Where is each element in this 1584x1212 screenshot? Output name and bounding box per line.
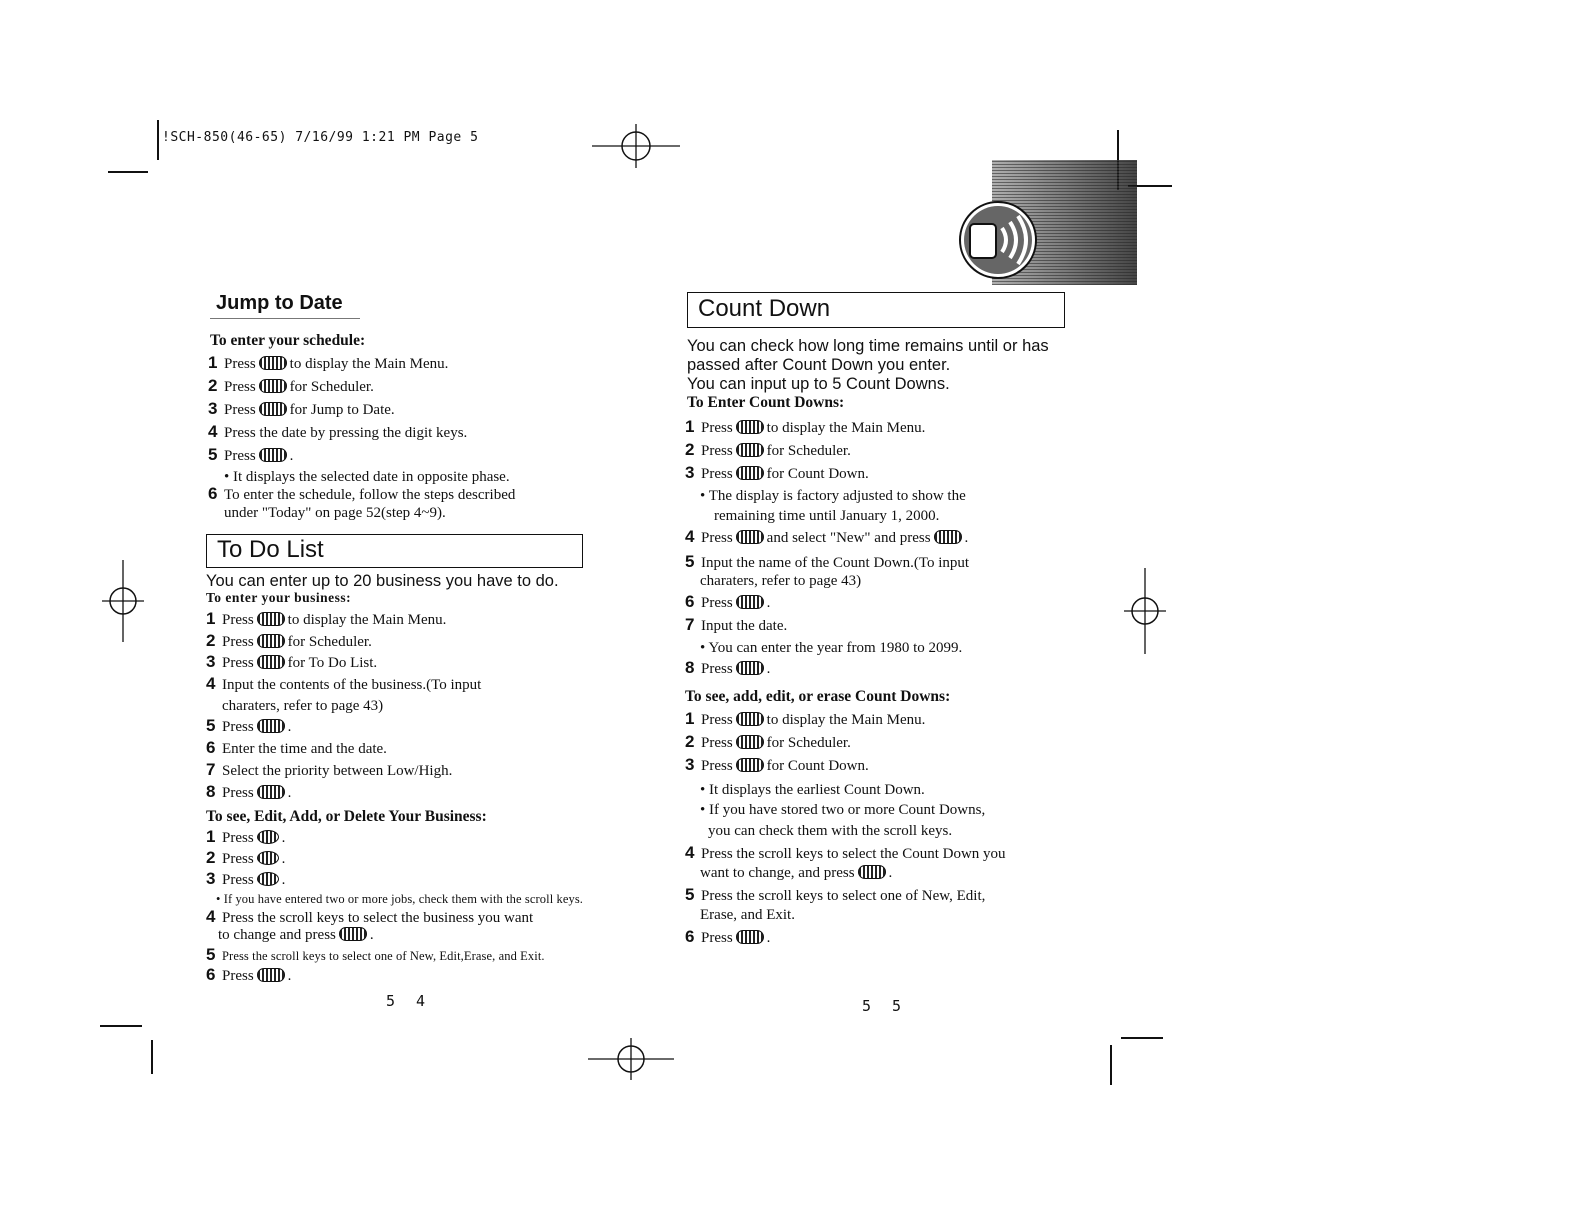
step-number: 2 bbox=[208, 376, 218, 395]
step-number: 1 bbox=[206, 609, 216, 628]
count-step-7: 7 Input the date. bbox=[685, 615, 788, 634]
step-text-after: . bbox=[287, 785, 292, 801]
step-number: 4 bbox=[206, 673, 216, 693]
phone-key-icon bbox=[736, 758, 764, 772]
step-text-after: for To Do List. bbox=[287, 655, 378, 671]
step-text: Press bbox=[222, 872, 254, 888]
step-text-after: to display the Main Menu. bbox=[766, 712, 926, 728]
step-number: 3 bbox=[208, 399, 218, 418]
todo-subheading: To enter your business: bbox=[206, 590, 352, 605]
step-row bbox=[206, 653, 377, 672]
step-number: 3 bbox=[206, 869, 216, 888]
count-step-4b: 4 Press the scroll keys to select the Count Down you bbox=[685, 843, 1006, 862]
step-text: Press bbox=[701, 466, 733, 482]
enter-key-icon bbox=[736, 595, 764, 609]
phone-key-icon bbox=[736, 712, 764, 726]
crop-mark bbox=[108, 171, 148, 173]
step-text-after: . bbox=[281, 830, 286, 846]
crop-mark bbox=[1110, 1045, 1112, 1085]
print-slug: !SCH-850(46-65) 7/16/99 1:21 PM Page 5 bbox=[162, 130, 479, 145]
menu-key-icon bbox=[736, 530, 764, 544]
phone-key-icon bbox=[257, 634, 285, 648]
step-text-after: for Scheduler. bbox=[289, 379, 374, 395]
count-subheading: To Enter Count Downs: bbox=[687, 394, 845, 411]
todo-step-6b: 6 Press . bbox=[206, 965, 292, 984]
phone-key-icon bbox=[257, 719, 285, 733]
count-step-6: 6 Press . bbox=[685, 592, 771, 611]
step-number: 7 bbox=[206, 760, 216, 779]
todo-step-5b: 5 Press the scroll keys to select one of New, Edit,Erase, and Exit. bbox=[206, 945, 545, 964]
step-number: 1 bbox=[685, 709, 695, 728]
step-row bbox=[206, 739, 387, 758]
registration-mark-icon bbox=[588, 1038, 674, 1080]
count-intro-3: You can input up to 5 Count Downs. bbox=[687, 375, 950, 393]
step-row bbox=[685, 418, 925, 437]
crop-mark bbox=[100, 1025, 142, 1027]
step-row bbox=[208, 377, 374, 396]
step-text-after: for Count Down. bbox=[766, 758, 869, 774]
step-number: 8 bbox=[206, 782, 216, 801]
count-bullet-a: • The display is factory adjusted to show the bbox=[700, 488, 966, 504]
enter-key-icon bbox=[257, 968, 285, 982]
phone-key-icon bbox=[736, 420, 764, 434]
registration-mark-icon bbox=[592, 124, 680, 168]
step-text: Press bbox=[701, 443, 733, 459]
todo-bullet: • If you have entered two or more jobs, check them with the scroll keys. bbox=[216, 892, 584, 906]
step-row bbox=[206, 632, 372, 651]
step-number: 4 bbox=[208, 422, 218, 441]
step-number: 3 bbox=[685, 463, 695, 482]
count-subheading-2: To see, add, edit, or erase Count Downs: bbox=[685, 688, 951, 705]
step-row bbox=[208, 354, 448, 373]
count-step-5b-cont: Erase, and Exit. bbox=[700, 907, 795, 923]
step-text-after: for Scheduler. bbox=[766, 443, 851, 459]
step-number: 2 bbox=[206, 630, 216, 650]
step-row bbox=[208, 423, 467, 442]
step-text-after: . bbox=[287, 719, 292, 735]
count-step-4b-cont: want to change, and press . bbox=[700, 865, 893, 881]
phone-key-icon bbox=[257, 830, 279, 844]
todo-step-4b: 4 Press the scroll keys to select the business you want bbox=[206, 907, 534, 926]
to-do-list-heading: To Do List bbox=[206, 534, 583, 568]
heading-underline bbox=[210, 318, 360, 319]
count-bullet-b: remaining time until January 1, 2000. bbox=[714, 508, 940, 524]
count-intro-1: You can check how long time remains until or has bbox=[687, 337, 1049, 355]
menu-key-icon bbox=[858, 865, 886, 879]
step-text: Press bbox=[701, 712, 733, 728]
step-text: Press bbox=[222, 612, 254, 628]
step-text: Press bbox=[222, 785, 254, 801]
phone-key-icon bbox=[259, 448, 287, 462]
step-text-after: for Count Down. bbox=[766, 466, 869, 482]
step-text-after: to display the Main Menu. bbox=[289, 356, 449, 372]
count-step-5b: 5 Press the scroll keys to select one of New, Edit, bbox=[685, 885, 986, 904]
step-text: Press bbox=[224, 356, 256, 372]
jump-subheading: To enter your schedule: bbox=[210, 332, 366, 349]
count-step-4: 4 Press and select "New" and press . bbox=[685, 527, 969, 546]
step-text-after: to display the Main Menu. bbox=[766, 420, 926, 436]
enter-key-icon bbox=[736, 930, 764, 944]
step-row bbox=[685, 710, 925, 729]
step-text: Press bbox=[701, 758, 733, 774]
count-bullet-2b: you can check them with the scroll keys. bbox=[708, 823, 953, 839]
step-text: Press bbox=[222, 851, 254, 867]
right-page-number: 5 5 bbox=[862, 997, 908, 1015]
step-text: Press bbox=[222, 655, 254, 671]
count-step-8: 8 Press . bbox=[685, 658, 771, 677]
step-number: 1 bbox=[208, 353, 218, 372]
step-text-after: . bbox=[281, 851, 286, 867]
count-step-7-bullet: • You can enter the year from 1980 to 2099. bbox=[700, 640, 963, 656]
step-text: Press bbox=[222, 633, 254, 650]
phone-key-icon bbox=[259, 402, 287, 416]
step-text-after: . bbox=[289, 448, 294, 464]
step-row bbox=[206, 717, 291, 736]
count-step-5-cont: charaters, refer to page 43) bbox=[700, 573, 862, 589]
todo-step-4-cont: charaters, refer to page 43) bbox=[222, 698, 384, 714]
phone-key-icon bbox=[257, 785, 285, 799]
step-text-after: to display the Main Menu. bbox=[287, 612, 447, 628]
step-row bbox=[206, 828, 285, 847]
step-text: Press bbox=[224, 402, 256, 418]
step-text: Press bbox=[222, 830, 254, 846]
step-row bbox=[208, 446, 293, 465]
registration-mark-icon bbox=[1124, 568, 1166, 654]
phone-key-icon bbox=[259, 356, 287, 370]
step-row bbox=[685, 756, 869, 775]
step-row bbox=[685, 733, 851, 752]
step-text: Press bbox=[701, 735, 733, 751]
phone-key-icon bbox=[736, 735, 764, 749]
step-number: 3 bbox=[206, 652, 216, 671]
step-text-after: for Scheduler. bbox=[287, 633, 372, 650]
step-text: Press bbox=[224, 448, 256, 464]
left-page-number: 5 4 bbox=[386, 992, 432, 1010]
todo-intro: You can enter up to 20 business you have to do. bbox=[206, 572, 559, 590]
step-number: 2 bbox=[206, 848, 216, 867]
step-number: 6 bbox=[206, 738, 216, 757]
step-row bbox=[206, 610, 446, 629]
step-number: 2 bbox=[685, 440, 695, 459]
phone-key-icon bbox=[257, 655, 285, 669]
enter-key-icon bbox=[736, 661, 764, 675]
crop-mark bbox=[1121, 1037, 1163, 1039]
jump-to-date-heading: Jump to Date bbox=[216, 292, 343, 314]
step-row bbox=[208, 400, 395, 419]
step-text: Select the priority between Low/High. bbox=[222, 763, 453, 779]
jump-step-6-cont: under "Today" on page 52(step 4~9). bbox=[224, 505, 446, 521]
step-row bbox=[206, 761, 452, 780]
step-number: 5 bbox=[208, 445, 218, 464]
step-text-after: . bbox=[281, 872, 286, 888]
step-number: 3 bbox=[685, 755, 695, 774]
todo-subheading-2: To see, Edit, Add, or Delete Your Business: bbox=[206, 808, 487, 825]
step-text: Enter the time and the date. bbox=[222, 741, 387, 757]
menu-key-icon bbox=[339, 927, 367, 941]
step-row bbox=[206, 783, 291, 802]
phone-key-icon bbox=[736, 443, 764, 457]
count-bullet-1: • It displays the earliest Count Down. bbox=[700, 782, 925, 798]
step-row bbox=[206, 870, 285, 889]
count-intro-2: passed after Count Down you enter. bbox=[687, 356, 951, 374]
step-text: Press bbox=[701, 420, 733, 436]
jump-bullet: • It displays the selected date in opposite phase. bbox=[224, 469, 510, 485]
phone-key-icon bbox=[257, 872, 279, 886]
phone-key-icon bbox=[259, 379, 287, 393]
count-step-5: 5 Input the name of the Count Down.(To input bbox=[685, 552, 970, 571]
step-row bbox=[206, 849, 285, 868]
crop-mark bbox=[151, 1040, 153, 1074]
count-down-heading: Count Down bbox=[687, 292, 1065, 328]
jump-step-6: 6 To enter the schedule, follow the steps described bbox=[208, 484, 516, 503]
phone-sound-icon bbox=[958, 198, 1050, 280]
phone-key-icon bbox=[257, 851, 279, 865]
step-row bbox=[206, 675, 481, 694]
step-text: Input the contents of the business.(To input bbox=[222, 676, 482, 693]
phone-key-icon bbox=[257, 612, 285, 626]
step-text-after: for Jump to Date. bbox=[289, 402, 395, 418]
step-number: 2 bbox=[685, 732, 695, 751]
phone-key-icon bbox=[736, 466, 764, 480]
crop-mark bbox=[157, 120, 159, 160]
step-row bbox=[685, 464, 869, 483]
step-text: Press bbox=[224, 379, 256, 395]
registration-mark-icon bbox=[102, 560, 144, 642]
enter-key-icon bbox=[934, 530, 962, 544]
count-step-6b: 6 Press . bbox=[685, 927, 771, 946]
step-number: 1 bbox=[206, 827, 216, 846]
step-text-after: for Scheduler. bbox=[766, 735, 851, 751]
step-text: Press bbox=[222, 719, 254, 735]
step-number: 5 bbox=[206, 716, 216, 735]
count-bullet-2a: • If you have stored two or more Count Downs, bbox=[700, 802, 986, 818]
step-number: 1 bbox=[685, 417, 695, 436]
todo-step-4b-cont: to change and press . bbox=[218, 927, 374, 943]
step-row bbox=[685, 441, 851, 460]
step-text: Press the date by pressing the digit keys. bbox=[224, 425, 468, 441]
